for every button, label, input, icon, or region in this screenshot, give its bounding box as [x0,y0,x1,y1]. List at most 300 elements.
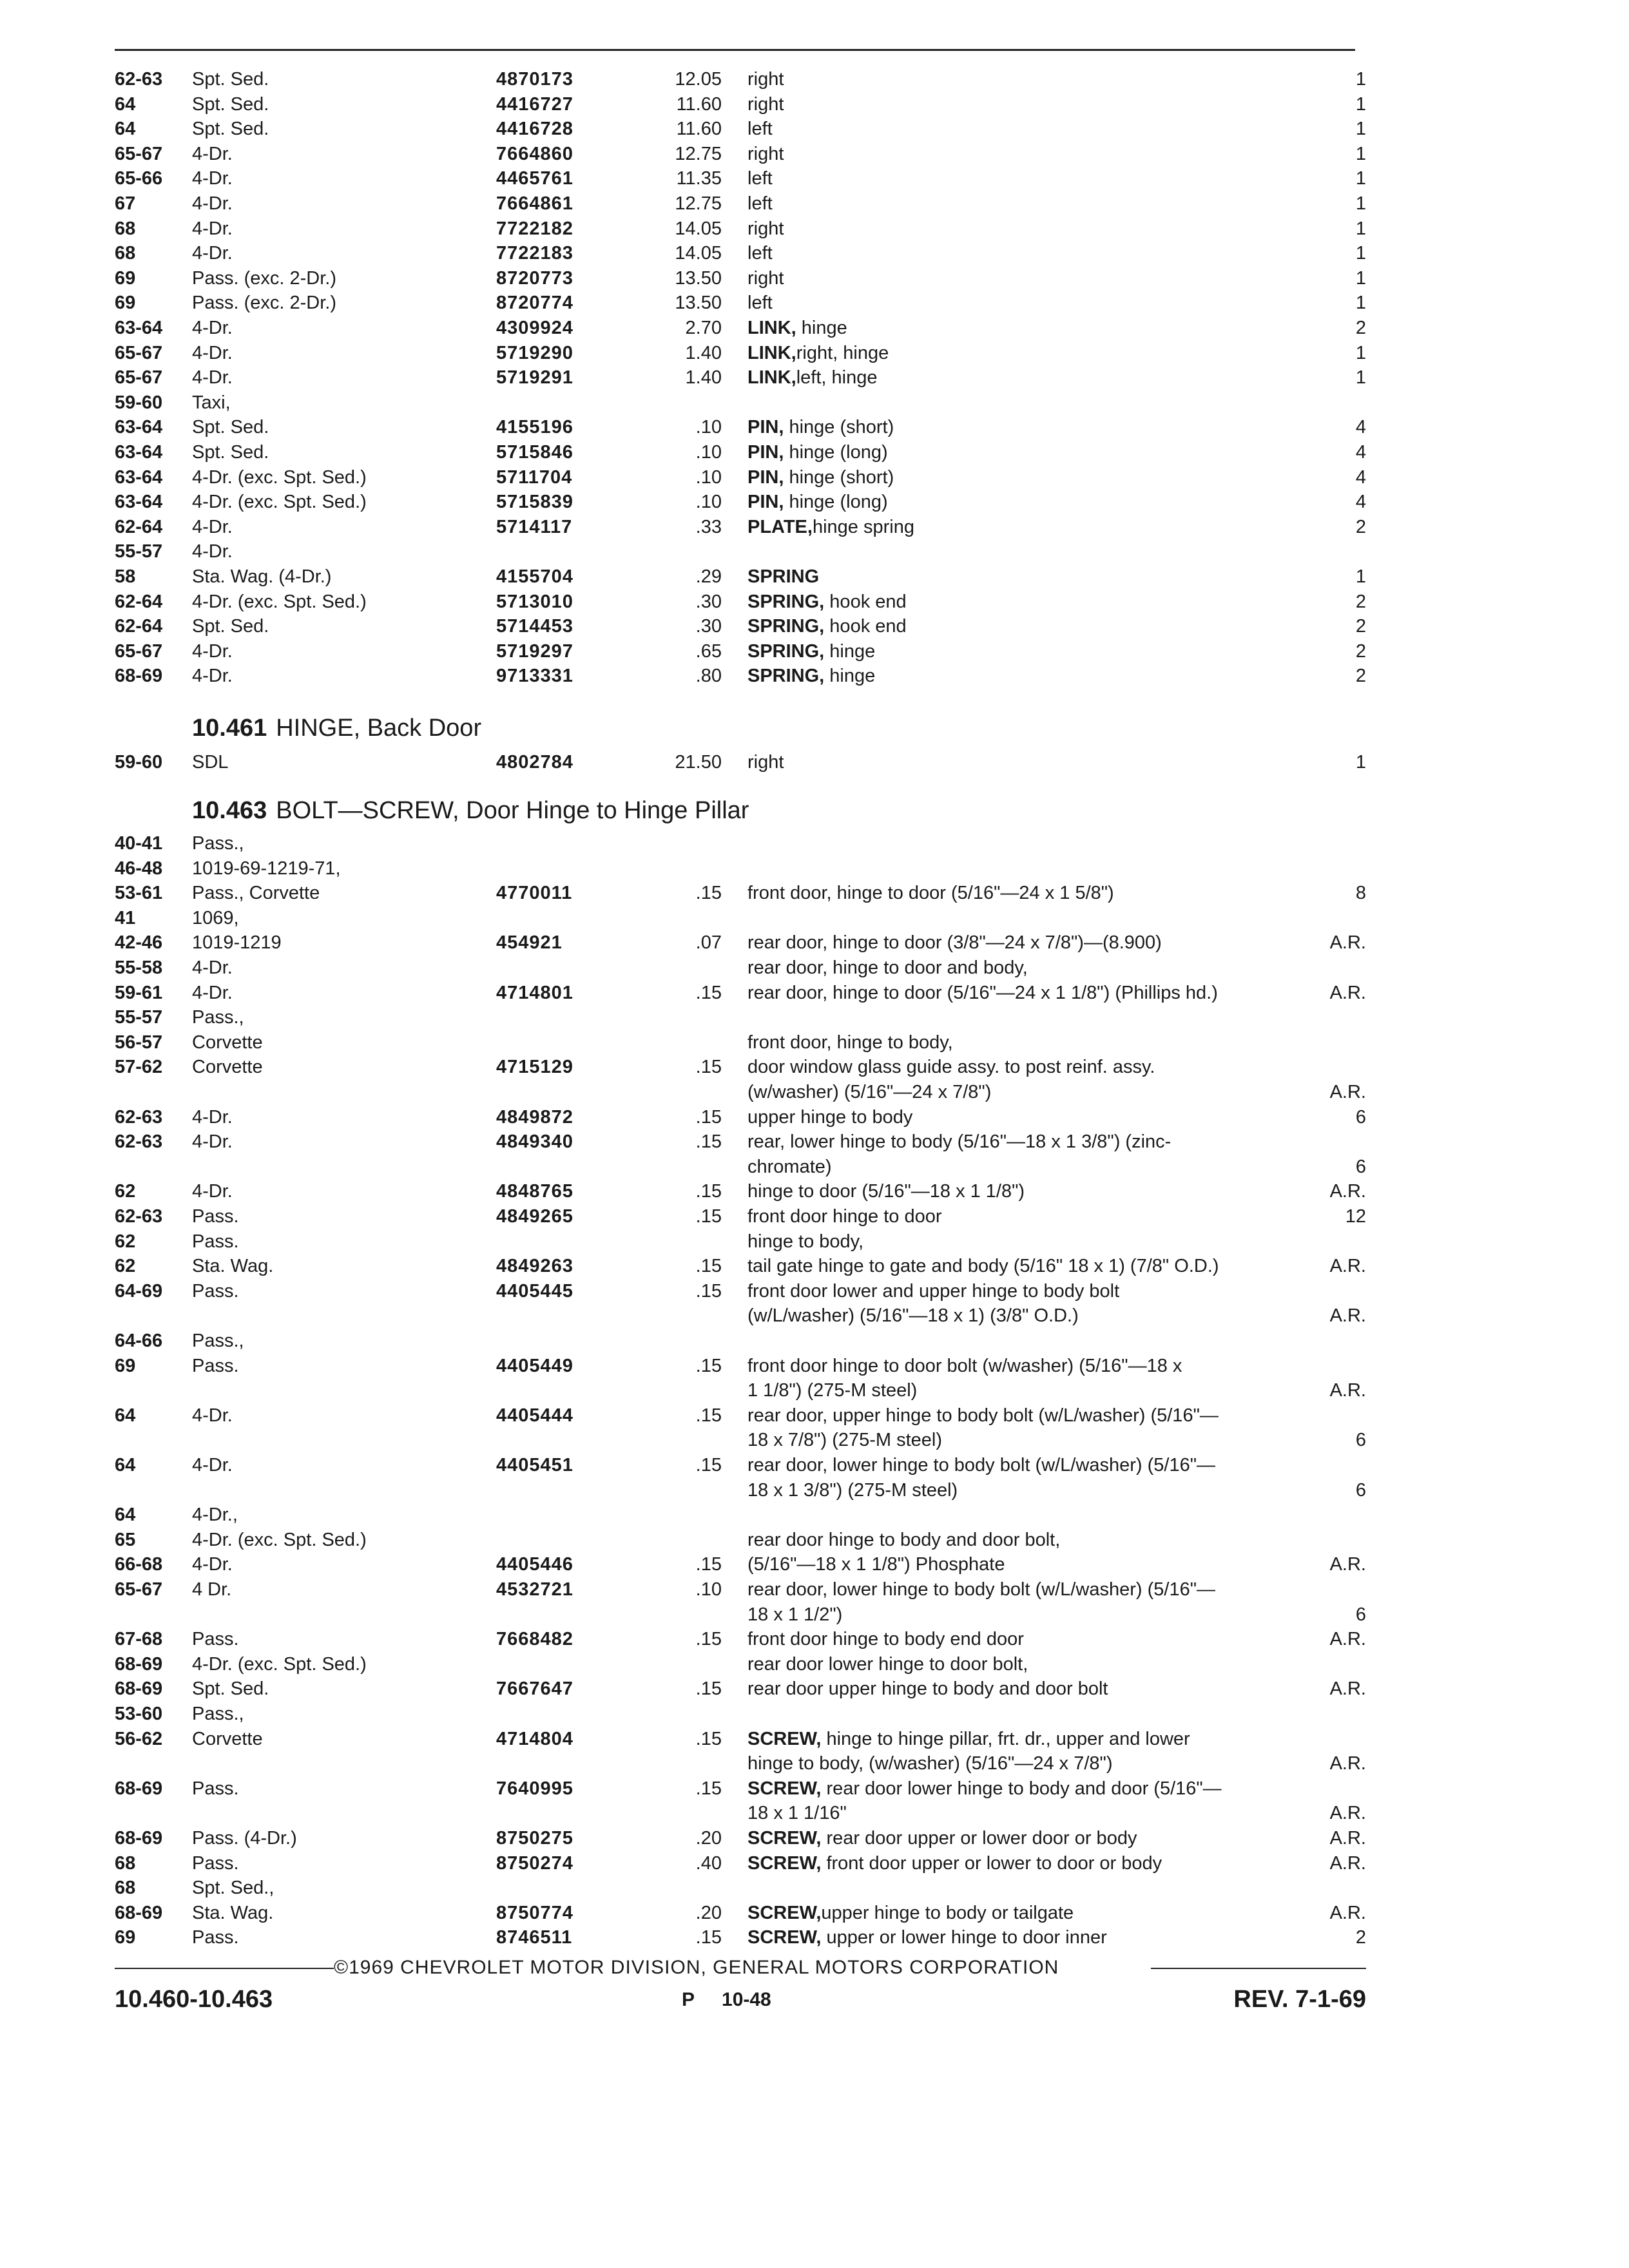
part-number-cell: 5711704 [496,466,573,488]
description-keyword: LINK, [747,318,796,338]
description-text: 1 1/8") (275-M steel) [747,1380,918,1401]
description-cell [747,1751,1113,1776]
price-cell: .80 [695,666,722,687]
model-cell: 4-Dr. (exc. Spt. Sed.) [192,1653,367,1675]
model-cell: Taxi, [192,392,231,413]
model-cell: Sta. Wag. [192,1902,274,1923]
model-cell: 4-Dr. [192,1554,233,1575]
quantity-cell: 2 [1355,1927,1366,1948]
price-cell: .15 [695,1678,722,1700]
year-cell: 69 [115,293,136,314]
quantity-cell: A.R. [1329,1181,1366,1202]
part-number-cell: 4849265 [496,1206,574,1227]
model-cell: Spt. Sed. [192,69,269,90]
quantity-cell: A.R. [1329,1902,1366,1923]
description-cell [747,465,894,490]
year-cell: 68-69 [115,666,163,687]
quantity-cell: A.R. [1329,1852,1366,1874]
quantity-cell: A.R. [1329,1803,1366,1824]
quantity-cell: 1 [1355,193,1366,214]
part-number-cell: 5719291 [496,367,574,389]
quantity-cell: A.R. [1329,1629,1366,1650]
price-cell: .15 [695,1106,722,1128]
description-cell [747,1428,942,1452]
parts-row [0,1155,1629,1179]
description-cell [747,1826,1137,1850]
year-cell: 55-58 [115,957,163,978]
copyright-notice: ©1969 CHEVROLET MOTOR DIVISION, GENERAL MOTORS CORPORATION [334,1957,1059,1978]
parts-row [0,1677,1629,1701]
year-cell: 69 [115,1355,136,1376]
quantity-cell: 6 [1355,1430,1366,1451]
model-cell: 4-Dr. [192,243,233,264]
description-cell [747,1925,1107,1950]
quantity-cell: 4 [1355,492,1366,513]
parts-row [0,191,1629,216]
parts-row [0,1776,1629,1801]
parts-row [0,1652,1629,1677]
parts-row [0,142,1629,166]
model-cell: Pass. [192,1629,239,1650]
description-text: hinge to door (5/16"—18 x 1 1/8") [747,1181,1025,1202]
description-text: right [747,93,784,115]
price-cell: .15 [695,1405,722,1426]
model-cell: 4-Dr. [192,541,233,562]
parts-row [0,881,1629,905]
price-cell: .10 [695,417,722,438]
footer-rule-right [1151,1968,1366,1969]
year-cell: 65-67 [115,1579,163,1600]
price-cell: 14.05 [675,218,722,239]
description-keyword: SPRING, [747,666,825,687]
description-cell [747,1279,1119,1303]
description-text: rear door hinge to body and door bolt, [747,1529,1061,1550]
part-number-cell: 8720774 [496,293,574,314]
parts-row [0,365,1629,390]
description-keyword: PIN, [747,442,784,463]
description-keyword: SCREW, [747,1852,822,1874]
parts-row [0,1254,1629,1278]
description-keyword: SCREW, [747,1927,822,1948]
year-cell: 62 [115,1256,136,1277]
part-number-cell: 5715839 [496,492,574,513]
year-cell: 63-64 [115,442,163,463]
parts-row [0,1876,1629,1900]
parts-row [0,1627,1629,1651]
parts-row [0,515,1629,539]
year-cell: 63-64 [115,492,163,513]
model-cell: 4-Dr. [192,143,233,164]
model-cell: 1019-1219 [192,932,282,954]
parts-row [0,1055,1629,1079]
model-cell: Pass. [192,1280,239,1302]
description-cell [747,241,773,265]
description-text: front door upper or lower to door or body [821,1852,1162,1874]
quantity-cell: 1 [1355,93,1366,115]
quantity-cell: A.R. [1329,1828,1366,1849]
year-cell: 53-60 [115,1704,163,1724]
parts-row [0,1303,1629,1328]
year-cell: 64 [115,1405,136,1426]
description-text: tail gate hinge to gate and body (5/16" 18 x 1) (7/8" O.D.) [747,1256,1219,1277]
model-cell: 4-Dr. [192,367,233,389]
price-cell: 13.50 [675,267,722,289]
description-cell [747,981,1218,1005]
model-cell: 4-Dr. [192,318,233,338]
part-number-cell: 4309924 [496,318,574,338]
part-number-cell: 8750274 [496,1852,574,1874]
year-cell: 41 [115,907,136,928]
page-letter: P [682,1989,695,2010]
part-number-cell: 8750774 [496,1902,574,1923]
part-number-cell: 7664861 [496,193,574,214]
description-cell [747,515,914,539]
description-keyword: SPRING, [747,640,825,662]
description-cell [747,930,1162,955]
description-cell [747,590,907,614]
year-cell: 69 [115,267,136,289]
parts-row [0,1925,1629,1950]
description-cell [747,1602,842,1627]
quantity-cell: 1 [1355,168,1366,189]
part-number-cell: 5714117 [496,516,573,537]
year-cell: 65-67 [115,342,163,363]
quantity-cell: A.R. [1329,1753,1366,1774]
description-cell [747,316,847,340]
year-cell: 68 [115,1878,136,1899]
description-text: front door hinge to body end door [747,1629,1024,1650]
section-number: 10.463 [192,797,267,824]
price-cell: 13.50 [675,293,722,314]
description-keyword: PLATE, [747,516,813,537]
year-cell: 65-67 [115,143,163,164]
model-cell: Pass. (exc. 2-Dr.) [192,267,336,289]
quantity-cell: 1 [1355,367,1366,389]
description-cell [747,1354,1182,1378]
model-cell: Pass., Corvette [192,883,320,904]
quantity-cell: A.R. [1329,1554,1366,1575]
parts-row [0,1005,1629,1030]
quantity-cell: A.R. [1329,982,1366,1003]
model-cell: 4-Dr. [192,1405,233,1426]
part-number-cell: 4416728 [496,119,574,140]
parts-row [0,1751,1629,1776]
section-title: HINGE, Back Door [276,715,482,742]
description-cell [747,1378,917,1403]
year-cell: 68 [115,218,136,239]
description-text: left [747,193,773,214]
year-cell: 46-48 [115,858,163,879]
price-cell: 11.60 [676,93,722,115]
section-number: 10.461 [192,715,267,742]
part-number-cell: 5714453 [496,616,574,637]
description-cell [747,1453,1215,1477]
parts-row [0,1577,1629,1602]
parts-row [0,216,1629,241]
parts-row [0,639,1629,664]
description-keyword: SCREW, [747,1828,822,1849]
parts-row [0,415,1629,439]
year-cell: 69 [115,1927,136,1948]
parts-row [0,1851,1629,1876]
description-text: (w/L/washer) (5/16"—18 x 1) (3/8" O.D.) [747,1305,1079,1327]
description-cell [747,1254,1219,1278]
model-cell: Pass. [192,1355,239,1376]
year-cell: 62-63 [115,1131,163,1153]
description-cell [747,1727,1190,1751]
description-cell [747,365,877,390]
year-cell: 63-64 [115,417,163,438]
description-text: right [747,752,784,773]
description-cell [747,1851,1162,1876]
quantity-cell: A.R. [1329,1678,1366,1700]
model-cell: Pass., [192,1704,244,1724]
year-cell: 62-63 [115,69,163,90]
description-cell [747,1627,1024,1651]
description-text: 18 x 7/8") (275-M steel) [747,1430,943,1451]
price-cell: .40 [695,1852,722,1874]
description-cell [747,1204,941,1229]
part-number-cell: 4155704 [496,566,574,587]
price-cell: 12.75 [675,143,722,164]
model-cell: 4-Dr. [192,1455,233,1475]
part-number-cell: 7722182 [496,218,574,239]
year-cell: 62-64 [115,591,163,612]
price-cell: .15 [695,883,722,904]
parts-row [0,1428,1629,1452]
year-cell: 68-69 [115,1902,163,1923]
description-text: rear door, upper hinge to body bolt (w/L/washer) (5/16"— [747,1405,1219,1426]
description-text: rear door upper or lower door or body [821,1828,1137,1849]
year-cell: 64 [115,1455,136,1475]
price-cell: 11.35 [676,168,722,189]
year-cell: 59-60 [115,392,163,413]
price-cell: .15 [695,1778,722,1799]
parts-row [0,906,1629,930]
parts-row [0,1329,1629,1353]
model-cell: SDL [192,752,229,773]
description-cell [747,266,784,291]
price-cell: 1.40 [685,342,722,363]
year-cell: 64-66 [115,1331,163,1351]
part-number-cell: 4405449 [496,1355,574,1376]
year-cell: 65-67 [115,367,163,389]
quantity-cell: 1 [1355,69,1366,90]
model-cell: Sta. Wag. (4-Dr.) [192,566,332,587]
quantity-cell: 12 [1345,1206,1366,1227]
parts-row [0,1229,1629,1254]
price-cell: .30 [695,616,722,637]
description-text: left, hinge [796,367,878,389]
parts-row [0,1453,1629,1477]
description-text: hinge (short) [784,417,894,438]
description-text: front door, hinge to body, [747,1032,953,1053]
description-text: front door lower and upper hinge to body bolt [747,1280,1120,1302]
price-cell: .15 [695,1181,722,1202]
part-number-cell: 5719297 [496,640,574,662]
model-cell: Pass., [192,1331,244,1351]
model-cell: Pass. [192,1231,239,1252]
description-cell [747,1677,1108,1701]
parts-row [0,117,1629,141]
model-cell: Pass. [192,1778,239,1799]
price-cell: .30 [695,591,722,612]
price-cell: .15 [695,1355,722,1376]
model-cell: Spt. Sed. [192,616,269,637]
part-number-cell: 4802784 [496,752,574,773]
model-cell: Pass. [192,1206,239,1227]
year-cell: 63-64 [115,318,163,338]
description-keyword: PIN, [747,492,784,513]
footer-rule-left [115,1968,334,1969]
quantity-cell: 6 [1355,1106,1366,1128]
part-number-cell: 7722183 [496,243,574,264]
section-title: BOLT—SCREW, Door Hinge to Hinge Pillar [276,797,749,824]
description-text: rear, lower hinge to body (5/16"—18 x 1 3/8") (zinc- [747,1131,1171,1153]
price-cell: .20 [695,1828,722,1849]
price-cell: 14.05 [675,243,722,264]
parts-row [0,856,1629,881]
parts-row [0,590,1629,614]
quantity-cell: 1 [1355,143,1366,164]
model-cell: 4-Dr. (exc. Spt. Sed.) [192,591,367,612]
parts-row [0,930,1629,955]
quantity-cell: 2 [1355,318,1366,338]
model-cell: Spt. Sed., [192,1878,275,1899]
description-text: hinge spring [812,516,914,537]
parts-row [0,831,1629,856]
parts-row [0,956,1629,980]
year-cell: 55-57 [115,1007,163,1028]
year-cell: 55-57 [115,541,163,562]
description-cell [747,67,784,91]
description-cell [747,564,819,589]
description-keyword: PIN, [747,417,784,438]
price-cell: .20 [695,1902,722,1923]
quantity-cell: 2 [1355,591,1366,612]
description-text: (w/washer) (5/16"—24 x 7/8") [747,1082,992,1102]
description-text: hinge to hinge pillar, frt. dr., upper and lower [821,1728,1190,1749]
description-text: hinge [824,666,876,687]
model-cell: Pass., [192,1007,244,1028]
year-cell: 64 [115,119,136,140]
model-cell: 4-Dr. (exc. Spt. Sed.) [192,466,367,488]
description-cell [747,1030,953,1055]
price-cell: 12.05 [675,69,722,90]
description-cell [747,1229,863,1254]
description-cell [747,1478,958,1503]
model-cell: 4 Dr. [192,1579,232,1600]
part-number-cell: 7668482 [496,1629,574,1650]
parts-row [0,664,1629,688]
quantity-cell: A.R. [1329,1380,1366,1401]
model-cell: Corvette [192,1057,263,1078]
description-cell [747,440,888,465]
revision-date: REV. 7-1-69 [1233,1986,1366,2013]
quantity-cell: 4 [1355,442,1366,463]
description-cell [747,1179,1025,1204]
part-number-cell: 7640995 [496,1778,574,1799]
part-number-cell: 7667647 [496,1678,574,1700]
part-number-cell: 4465761 [496,168,574,189]
model-cell: 4-Dr. [192,342,233,363]
year-cell: 68-69 [115,1828,163,1849]
description-cell [747,166,773,191]
description-keyword: PIN, [747,466,784,488]
description-cell [747,291,773,315]
quantity-cell: 1 [1355,566,1366,587]
description-keyword: SPRING [747,566,820,587]
quantity-cell: 1 [1355,267,1366,289]
description-cell [747,415,894,439]
year-cell: 64 [115,1504,136,1526]
part-number-cell: 4405451 [496,1455,574,1475]
part-number-cell: 5713010 [496,591,574,612]
description-cell [747,1652,1028,1677]
year-cell: 62-63 [115,1106,163,1128]
price-cell: .15 [695,1256,722,1277]
model-cell: 4-Dr. [192,982,233,1003]
model-cell: Spt. Sed. [192,417,269,438]
parts-row [0,1826,1629,1850]
parts-row [0,1080,1629,1104]
model-cell: 4-Dr. [192,1106,233,1128]
quantity-cell: 1 [1355,119,1366,140]
description-text: left [747,168,773,189]
parts-row [0,614,1629,639]
year-cell: 63-64 [115,466,163,488]
description-cell [747,1129,1171,1154]
part-number-cell: 8750275 [496,1828,574,1849]
quantity-cell: A.R. [1329,932,1366,954]
year-cell: 58 [115,566,136,587]
price-cell: .10 [695,442,722,463]
parts-row [0,1552,1629,1577]
description-text: hook end [824,616,907,637]
part-number-cell: 4155196 [496,417,574,438]
part-number-cell: 4849263 [496,1256,574,1277]
page-num: 10-48 [722,1989,771,2010]
description-text: rear door, lower hinge to body bolt (w/L/washer) (5/16"— [747,1455,1215,1475]
year-cell: 65-67 [115,640,163,662]
year-cell: 53-61 [115,883,163,904]
description-cell [747,614,907,639]
description-cell [747,1776,1222,1801]
parts-row [0,241,1629,265]
year-cell: 62 [115,1181,136,1202]
description-text: 18 x 1 1/16" [747,1803,847,1824]
model-cell: 4-Dr. [192,640,233,662]
parts-row [0,490,1629,514]
part-number-cell: 4715129 [496,1057,574,1078]
parts-row [0,1901,1629,1925]
parts-row [0,981,1629,1005]
year-cell: 66-68 [115,1554,163,1575]
model-cell: Pass., [192,833,244,854]
quantity-cell: 2 [1355,666,1366,687]
price-cell: .29 [695,566,722,587]
description-text: hinge (short) [784,466,894,488]
parts-row [0,1403,1629,1428]
quantity-cell: 2 [1355,516,1366,537]
price-cell: .33 [695,516,722,537]
description-text: right [747,143,784,164]
description-cell [747,639,875,664]
parts-row [0,291,1629,315]
parts-row [0,1602,1629,1627]
parts-row [0,1105,1629,1129]
part-number-cell: 7664860 [496,143,574,164]
